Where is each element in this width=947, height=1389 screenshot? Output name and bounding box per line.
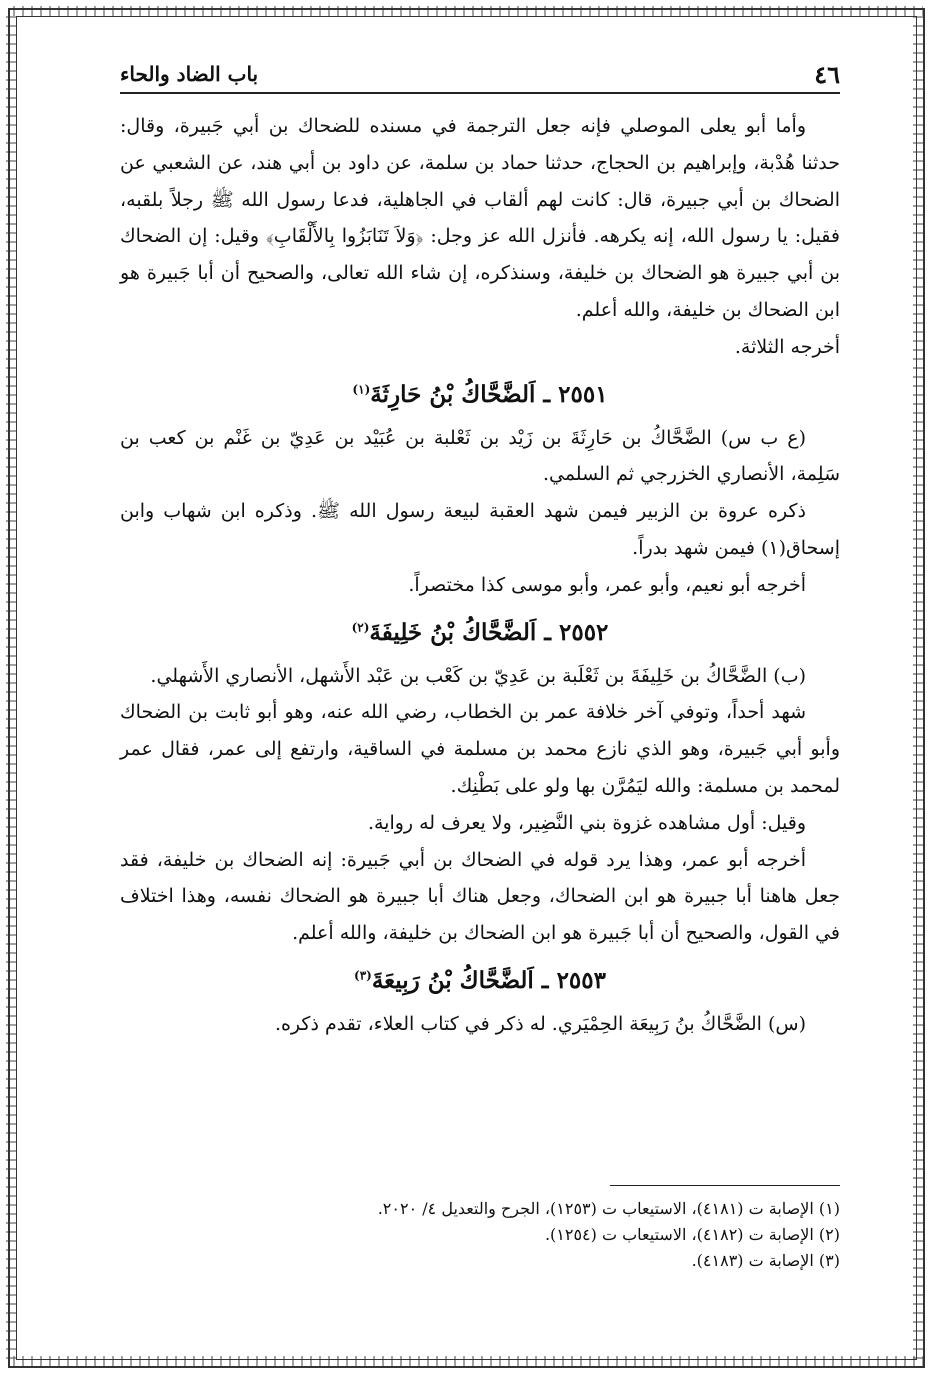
intro-paragraph: وأما أبو يعلى الموصلي فإنه جعل الترجمة في مسنده للضحاك بن أبي جَبيرة، وقال: حدثنا هُدْبة، وإبراهيم بن الحجاج، حدثنا حماد بن سلمة، عن داود بن أبي هند، عن الشعبي عن الضحاك بن أبي جبيرة، قال: كانت لهم ألقاب في الجاهلية، فدعا رسول الله ﷺ رجلاً بلقبه، فقيل: يا رسول الله، إنه يكرهه. فأنزل الله عز وجل: ﴿وَلاَ تَنَابَزُوا بِالأَلْقَابِ﴾ وقيل: إن الضحاك بن أبي جبيرة هو الضحاك بن خليفة، وسنذكره، إن شاء الله تعالى، والصحيح أن أبا جَبيرة هو ابن الضحاك بن خليفة، والله أعلم. [120, 115, 840, 321]
entry-paragraph: أخرجه أبو عمر، وهذا يرد قوله في الضحاك بن أبي جَبيرة: إنه الضحاك بن خليفة، فقد جعل هاهنا أبا جبيرة هو ابن الضحاك، وجعل هناك أبا جبيرة هو الضحاك نفسه، وهذا اختلاف في القول، والصحيح أن أبا جَبيرة هو ابن الضحاك بن خليفة، والله أعلم. [120, 848, 840, 945]
footnote-ref: (٣) [354, 968, 372, 983]
running-title: باب الضاد والحاء [120, 62, 259, 86]
footnote-item: (٢) الإصابة ت (٤١٨٢)، الاستيعاب ت (١٢٥٤). [544, 1225, 840, 1244]
entry-title-2552 [120, 608, 840, 658]
entry-title-2551 [120, 370, 840, 420]
footnotes [120, 1185, 840, 1274]
entry-title-text: ٢٥٥٢ ـ اَلضَّحَّاكُ بْنُ خَلِيفَةَ [369, 618, 609, 646]
entry-paragraph: (ب) الضَّحَّاكُ بن خَلِيفَةَ بن ثَعْلَبة بن عَدِيّ بن كَعْب بن عَبْد الأَشهل، الأنصاري الأَشهلي. [150, 664, 806, 687]
entry-paragraph: شهد أحداً، وتوفي آخر خلافة عمر بن الخطاب، رضي الله عنه، وهو أبو ثابت بن الضحاك وأبو أبي جَبيرة، وهو الذي نازع محمد بن مسلمة في الساقية، وارتفع إلى عمر، فقال عمر لمحمد بن مسلمة: والله ليَمُرَّن بها ولو على بَطْنِك. [120, 701, 840, 797]
intro-attribution: أخرجه الثلاثة. [734, 335, 840, 358]
footnote-ref: (١) [352, 381, 371, 396]
entry-paragraph: (ع ب س) الضَّحَّاكُ بن حَارِثَةَ بن زَيْد بن ثَعْلبة بن عُبَيْد بن عَدِيّ بن غَنْم بن كعب بن سَلِمة، الأنصاري الخزرجي ثم السلمي. [120, 426, 840, 486]
entry-title-2553 [120, 956, 840, 1006]
entry-title-text: ٢٥٥٣ ـ اَلضَّحَّاكُ بْنُ رَبِيعَةَ [371, 966, 606, 994]
entry-title-text: ٢٥٥١ ـ اَلضَّحَّاكُ بْنُ حَارِثَةَ [370, 380, 608, 408]
entry-paragraph: أخرجه أبو نعيم، وأبو عمر، وأبو موسى كذا مختصراً. [408, 573, 806, 596]
entry-paragraph: وقيل: أول مشاهده غزوة بني النَّضِير، ولا يعرف له رواية. [367, 811, 806, 834]
page-number: ٤٦ [814, 60, 840, 89]
page-header [120, 58, 840, 94]
entry-paragraph: ذكره عروة بن الزبير فيمن شهد العقبة لبيعة رسول الله ﷺ. وذكره ابن شهاب وابن إسحاق(١) فيمن شهد بدراً. [120, 500, 840, 559]
footnote-item: (٣) الإصابة ت (٤١٨٣). [691, 1251, 840, 1270]
footnote-item: (١) الإصابة ت (٤١٨١)، الاستيعاب ت (١٢٥٣)، الجرح والتعديل ٤/ ٢٠٢٠. [377, 1199, 840, 1218]
footnote-ref: (٢) [351, 619, 370, 634]
entry-paragraph: (س) الضَّحَّاكُ بنُ رَبِيعَة الحِمْيَري. له ذكر في كتاب العلاء، تقدم ذكره. [274, 1012, 806, 1035]
footnote-rule [610, 1185, 840, 1186]
page-body [120, 108, 840, 1043]
